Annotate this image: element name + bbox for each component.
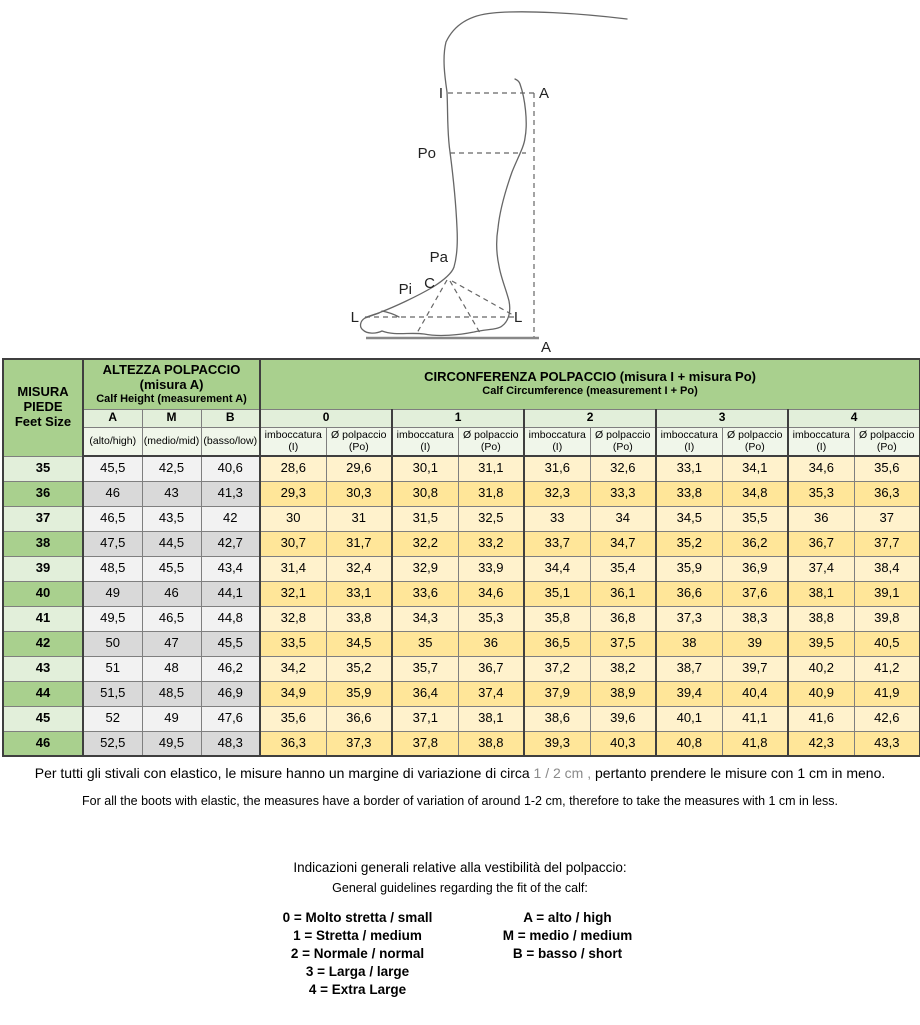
- calf-circumference-cell: 32,9: [392, 556, 458, 581]
- label-l-right: L: [514, 309, 523, 326]
- calf-circumference-cell: 34,4: [524, 556, 590, 581]
- calf-height-cell: 49: [142, 706, 201, 731]
- calf-circumference-cell: 34,7: [590, 531, 656, 556]
- calf-height-cell: 49,5: [142, 731, 201, 756]
- calf-circumference-cell: 38,8: [788, 606, 854, 631]
- header-sub-m: (medio/mid): [142, 427, 201, 456]
- header-imboccatura-4: imboccatura (I): [788, 427, 854, 456]
- table-row: [3, 681, 920, 706]
- header-feet-size: MISURA PIEDE Feet Size: [3, 359, 83, 456]
- calf-circumference-cell: 42,3: [788, 731, 854, 756]
- calf-circumference-cell: 40,2: [788, 656, 854, 681]
- calf-circumference-cell: 33,7: [524, 531, 590, 556]
- calf-circumference-cell: 28,6: [260, 456, 326, 481]
- calf-circumference-cell: 30,3: [326, 481, 392, 506]
- calf-circumference-cell: 38,1: [788, 581, 854, 606]
- calf-height-cell: 45,5: [83, 456, 142, 481]
- calf-circumference-cell: 36,5: [524, 631, 590, 656]
- calf-circumference-cell: 37,3: [656, 606, 722, 631]
- calf-height-cell: 49,5: [83, 606, 142, 631]
- table-row: [3, 731, 920, 756]
- calf-circumference-cell: 39,6: [590, 706, 656, 731]
- calf-circumference-cell: 43,3: [854, 731, 920, 756]
- calf-height-cell: 46: [83, 481, 142, 506]
- feet-size-cell: 43: [3, 656, 83, 681]
- header-calf-circumference: CIRCONFERENZA POLPACCIO (misura I + misura Po) Calf Circumference (measurement I + Po): [260, 359, 920, 409]
- calf-circumference-cell: 30,7: [260, 531, 326, 556]
- fit-legend: [240, 909, 475, 999]
- feet-size-cell: 38: [3, 531, 83, 556]
- calf-circumference-cell: 41,2: [854, 656, 920, 681]
- feet-size-cell: 41: [3, 606, 83, 631]
- calf-circumference-cell: 38,3: [722, 606, 788, 631]
- header-sub-b: (basso/low): [201, 427, 260, 456]
- calf-height-cell: 42,7: [201, 531, 260, 556]
- label-c: C: [424, 275, 435, 292]
- calf-circumference-cell: 35: [392, 631, 458, 656]
- calf-height-cell: 48,5: [83, 556, 142, 581]
- height-legend: [470, 909, 665, 963]
- calf-circumference-cell: 31,8: [458, 481, 524, 506]
- calf-circumference-cell: 41,9: [854, 681, 920, 706]
- calf-height-cell: 44,8: [201, 606, 260, 631]
- calf-height-cell: 47,5: [83, 531, 142, 556]
- calf-height-cell: 48,3: [201, 731, 260, 756]
- calf-circumference-cell: 35,8: [524, 606, 590, 631]
- header-imboccatura-2: imboccatura (I): [524, 427, 590, 456]
- calf-circumference-cell: 37,3: [326, 731, 392, 756]
- calf-circumference-cell: 38,8: [458, 731, 524, 756]
- calf-circumference-cell: 33,3: [590, 481, 656, 506]
- calf-circumference-cell: 31,7: [326, 531, 392, 556]
- calf-circumference-cell: 38,7: [656, 656, 722, 681]
- label-a-top: A: [539, 85, 550, 102]
- calf-height-cell: 45,5: [142, 556, 201, 581]
- fit-legend-item: 3 = Larga / large: [305, 964, 410, 979]
- calf-height-cell: 46: [142, 581, 201, 606]
- feet-size-cell: 45: [3, 706, 83, 731]
- calf-circumference-cell: 35,5: [722, 506, 788, 531]
- table-row: [3, 606, 920, 631]
- calf-circumference-cell: 34,5: [656, 506, 722, 531]
- calf-height-cell: 48: [142, 656, 201, 681]
- calf-circumference-cell: 42,6: [854, 706, 920, 731]
- calf-circumference-cell: 39: [722, 631, 788, 656]
- calf-circumference-cell: 32,5: [458, 506, 524, 531]
- calf-circumference-cell: 36,3: [854, 481, 920, 506]
- calf-circumference-cell: 37,5: [590, 631, 656, 656]
- calf-circumference-cell: 35,7: [392, 656, 458, 681]
- height-legend-item: A = alto / high: [523, 910, 612, 925]
- calf-height-cell: 44,5: [142, 531, 201, 556]
- calf-circumference-cell: 33,2: [458, 531, 524, 556]
- header-fit-0: 0: [260, 409, 392, 427]
- calf-circumference-cell: 37,4: [788, 556, 854, 581]
- table-row: [3, 631, 920, 656]
- calf-height-cell: 42,5: [142, 456, 201, 481]
- calf-height-cell: 46,5: [142, 606, 201, 631]
- header-polpaccio-0: Ø polpaccio (Po): [326, 427, 392, 456]
- header-polpaccio-2: Ø polpaccio (Po): [590, 427, 656, 456]
- calf-circumference-cell: 35,2: [656, 531, 722, 556]
- table-row: [3, 656, 920, 681]
- feet-size-cell: 40: [3, 581, 83, 606]
- calf-height-cell: 47,6: [201, 706, 260, 731]
- label-l-left: L: [350, 309, 359, 326]
- fit-legend-item: 1 = Stretta / medium: [293, 928, 422, 943]
- calf-circumference-cell: 33,8: [656, 481, 722, 506]
- calf-circumference-cell: 36,6: [656, 581, 722, 606]
- header-col-m: M: [142, 409, 201, 427]
- guidelines-title-italian: Indicazioni generali relative alla vestibilità del polpaccio:: [293, 860, 627, 875]
- note-variation-range: 1 / 2 cm ,: [533, 765, 592, 781]
- calf-circumference-cell: 35,1: [524, 581, 590, 606]
- calf-circumference-cell: 38,9: [590, 681, 656, 706]
- calf-circumference-cell: 40,4: [722, 681, 788, 706]
- calf-circumference-cell: 36,3: [260, 731, 326, 756]
- calf-circumference-cell: 34,5: [326, 631, 392, 656]
- calf-circumference-cell: 31,1: [458, 456, 524, 481]
- calf-circumference-cell: 37,2: [524, 656, 590, 681]
- calf-circumference-cell: 33,1: [656, 456, 722, 481]
- calf-circumference-cell: 30,1: [392, 456, 458, 481]
- header-fit-4: 4: [788, 409, 920, 427]
- calf-circumference-cell: 35,3: [788, 481, 854, 506]
- calf-circumference-cell: 33,6: [392, 581, 458, 606]
- calf-circumference-cell: 37,8: [392, 731, 458, 756]
- table-row: [3, 581, 920, 606]
- header-polpaccio-3: Ø polpaccio (Po): [722, 427, 788, 456]
- calf-circumference-cell: 36,7: [788, 531, 854, 556]
- calf-height-cell: 43,5: [142, 506, 201, 531]
- calf-circumference-cell: 32,1: [260, 581, 326, 606]
- calf-circumference-cell: 34: [590, 506, 656, 531]
- calf-circumference-cell: 37,6: [722, 581, 788, 606]
- feet-size-cell: 36: [3, 481, 83, 506]
- calf-circumference-cell: 32,2: [392, 531, 458, 556]
- leg-measurement-diagram: [338, 0, 630, 358]
- header-fit-1: 1: [392, 409, 524, 427]
- label-po: Po: [417, 145, 436, 162]
- feet-size-cell: 37: [3, 506, 83, 531]
- calf-circumference-cell: 31,6: [524, 456, 590, 481]
- calf-circumference-cell: 34,3: [392, 606, 458, 631]
- calf-circumference-cell: 34,6: [458, 581, 524, 606]
- calf-height-cell: 44,1: [201, 581, 260, 606]
- calf-circumference-cell: 35,9: [656, 556, 722, 581]
- calf-circumference-cell: 31,4: [260, 556, 326, 581]
- calf-height-cell: 51: [83, 656, 142, 681]
- calf-circumference-cell: 36: [458, 631, 524, 656]
- calf-circumference-cell: 39,5: [788, 631, 854, 656]
- calf-circumference-cell: 38,2: [590, 656, 656, 681]
- calf-circumference-cell: 32,3: [524, 481, 590, 506]
- calf-circumference-cell: 39,4: [656, 681, 722, 706]
- guidelines-title-english: General guidelines regarding the fit of the calf:: [332, 881, 588, 895]
- calf-height-cell: 46,9: [201, 681, 260, 706]
- table-row: [3, 531, 920, 556]
- calf-height-cell: 52: [83, 706, 142, 731]
- calf-circumference-cell: 39,3: [524, 731, 590, 756]
- calf-circumference-cell: 32,8: [260, 606, 326, 631]
- calf-circumference-cell: 40,8: [656, 731, 722, 756]
- calf-circumference-cell: 30,8: [392, 481, 458, 506]
- calf-circumference-cell: 36,4: [392, 681, 458, 706]
- calf-circumference-cell: 36,6: [326, 706, 392, 731]
- fit-legend-item: 0 = Molto stretta / small: [282, 910, 433, 925]
- header-imboccatura-1: imboccatura (I): [392, 427, 458, 456]
- calf-circumference-cell: 31: [326, 506, 392, 531]
- calf-circumference-cell: 40,3: [590, 731, 656, 756]
- label-i: I: [438, 85, 443, 102]
- header-polpaccio-1: Ø polpaccio (Po): [458, 427, 524, 456]
- calf-circumference-cell: 36: [788, 506, 854, 531]
- feet-size-cell: 46: [3, 731, 83, 756]
- calf-circumference-cell: 33,1: [326, 581, 392, 606]
- calf-circumference-cell: 35,3: [458, 606, 524, 631]
- calf-circumference-cell: 34,1: [722, 456, 788, 481]
- calf-height-cell: 42: [201, 506, 260, 531]
- calf-height-cell: 40,6: [201, 456, 260, 481]
- calf-circumference-cell: 40,9: [788, 681, 854, 706]
- calf-circumference-cell: 41,6: [788, 706, 854, 731]
- calf-circumference-cell: 33,9: [458, 556, 524, 581]
- calf-circumference-cell: 34,8: [722, 481, 788, 506]
- calf-circumference-cell: 37: [854, 506, 920, 531]
- calf-circumference-cell: 39,1: [854, 581, 920, 606]
- calf-height-cell: 52,5: [83, 731, 142, 756]
- calf-height-cell: 48,5: [142, 681, 201, 706]
- calf-height-cell: 46,2: [201, 656, 260, 681]
- calf-circumference-cell: 39,7: [722, 656, 788, 681]
- calf-circumference-cell: 37,7: [854, 531, 920, 556]
- calf-circumference-cell: 35,9: [326, 681, 392, 706]
- calf-circumference-cell: 34,9: [260, 681, 326, 706]
- calf-circumference-cell: 36,8: [590, 606, 656, 631]
- header-col-b: B: [201, 409, 260, 427]
- feet-size-cell: 44: [3, 681, 83, 706]
- calf-circumference-cell: 38,1: [458, 706, 524, 731]
- fit-legend-item: 2 = Normale / normal: [290, 946, 425, 961]
- calf-circumference-cell: 34,2: [260, 656, 326, 681]
- calf-height-cell: 51,5: [83, 681, 142, 706]
- calf-circumference-cell: 39,8: [854, 606, 920, 631]
- height-legend-item: B = basso / short: [512, 946, 623, 961]
- calf-circumference-cell: 29,6: [326, 456, 392, 481]
- calf-height-cell: 43,4: [201, 556, 260, 581]
- calf-circumference-cell: 36,2: [722, 531, 788, 556]
- header-polpaccio-4: Ø polpaccio (Po): [854, 427, 920, 456]
- header-imboccatura-3: imboccatura (I): [656, 427, 722, 456]
- calf-circumference-cell: 35,6: [854, 456, 920, 481]
- table-row: [3, 706, 920, 731]
- calf-circumference-cell: 38: [656, 631, 722, 656]
- calf-height-cell: 45,5: [201, 631, 260, 656]
- size-table-body: [3, 456, 920, 756]
- table-row: [3, 481, 920, 506]
- calf-circumference-cell: 32,4: [326, 556, 392, 581]
- calf-circumference-cell: 38,6: [524, 706, 590, 731]
- calf-height-cell: 49: [83, 581, 142, 606]
- calf-circumference-cell: 37,1: [392, 706, 458, 731]
- height-legend-item: M = medio / medium: [502, 928, 633, 943]
- calf-circumference-cell: 41,1: [722, 706, 788, 731]
- calf-height-cell: 41,3: [201, 481, 260, 506]
- header-imboccatura-0: imboccatura (I): [260, 427, 326, 456]
- note-english: For all the boots with elastic, the measures have a border of variation of around 1-2 cm, therefore to take the measures with 1 cm in less.: [82, 794, 838, 808]
- table-row: [3, 556, 920, 581]
- calf-circumference-cell: 35,4: [590, 556, 656, 581]
- header-fit-2: 2: [524, 409, 656, 427]
- calf-circumference-cell: 31,5: [392, 506, 458, 531]
- calf-height-cell: 43: [142, 481, 201, 506]
- calf-circumference-cell: 33,8: [326, 606, 392, 631]
- calf-circumference-cell: 34,6: [788, 456, 854, 481]
- calf-circumference-cell: 37,4: [458, 681, 524, 706]
- calf-circumference-cell: 40,1: [656, 706, 722, 731]
- feet-size-cell: 39: [3, 556, 83, 581]
- calf-circumference-cell: 33,5: [260, 631, 326, 656]
- calf-circumference-cell: 32,6: [590, 456, 656, 481]
- calf-circumference-cell: 29,3: [260, 481, 326, 506]
- calf-height-cell: 46,5: [83, 506, 142, 531]
- header-calf-height: ALTEZZA POLPACCIO (misura A) Calf Height (measurement A): [83, 359, 260, 409]
- calf-height-cell: 47: [142, 631, 201, 656]
- note-italian: Per tutti gli stivali con elastico, le misure hanno un margine di variazione di circa 1 / 2 cm , pertanto prendere le misure con 1 cm in meno.: [34, 765, 886, 781]
- header-col-a: A: [83, 409, 142, 427]
- calf-circumference-cell: 41,8: [722, 731, 788, 756]
- feet-size-cell: 35: [3, 456, 83, 481]
- calf-circumference-cell: 35,6: [260, 706, 326, 731]
- fit-legend-item: 4 = Extra Large: [308, 982, 407, 997]
- table-row: [3, 456, 920, 481]
- calf-circumference-cell: 33: [524, 506, 590, 531]
- label-pa: Pa: [429, 249, 448, 266]
- size-table: [2, 358, 920, 757]
- calf-height-cell: 50: [83, 631, 142, 656]
- calf-circumference-cell: 40,5: [854, 631, 920, 656]
- calf-circumference-cell: 37,9: [524, 681, 590, 706]
- calf-circumference-cell: 35,2: [326, 656, 392, 681]
- feet-size-cell: 42: [3, 631, 83, 656]
- calf-circumference-cell: 30: [260, 506, 326, 531]
- label-a-bottom: A: [541, 339, 552, 356]
- calf-circumference-cell: 38,4: [854, 556, 920, 581]
- calf-circumference-cell: 36,7: [458, 656, 524, 681]
- header-fit-3: 3: [656, 409, 788, 427]
- calf-circumference-cell: 36,9: [722, 556, 788, 581]
- table-row: [3, 506, 920, 531]
- calf-circumference-cell: 36,1: [590, 581, 656, 606]
- header-sub-a: (alto/high): [83, 427, 142, 456]
- label-pi: Pi: [398, 281, 412, 298]
- line-instep-2: [450, 281, 480, 333]
